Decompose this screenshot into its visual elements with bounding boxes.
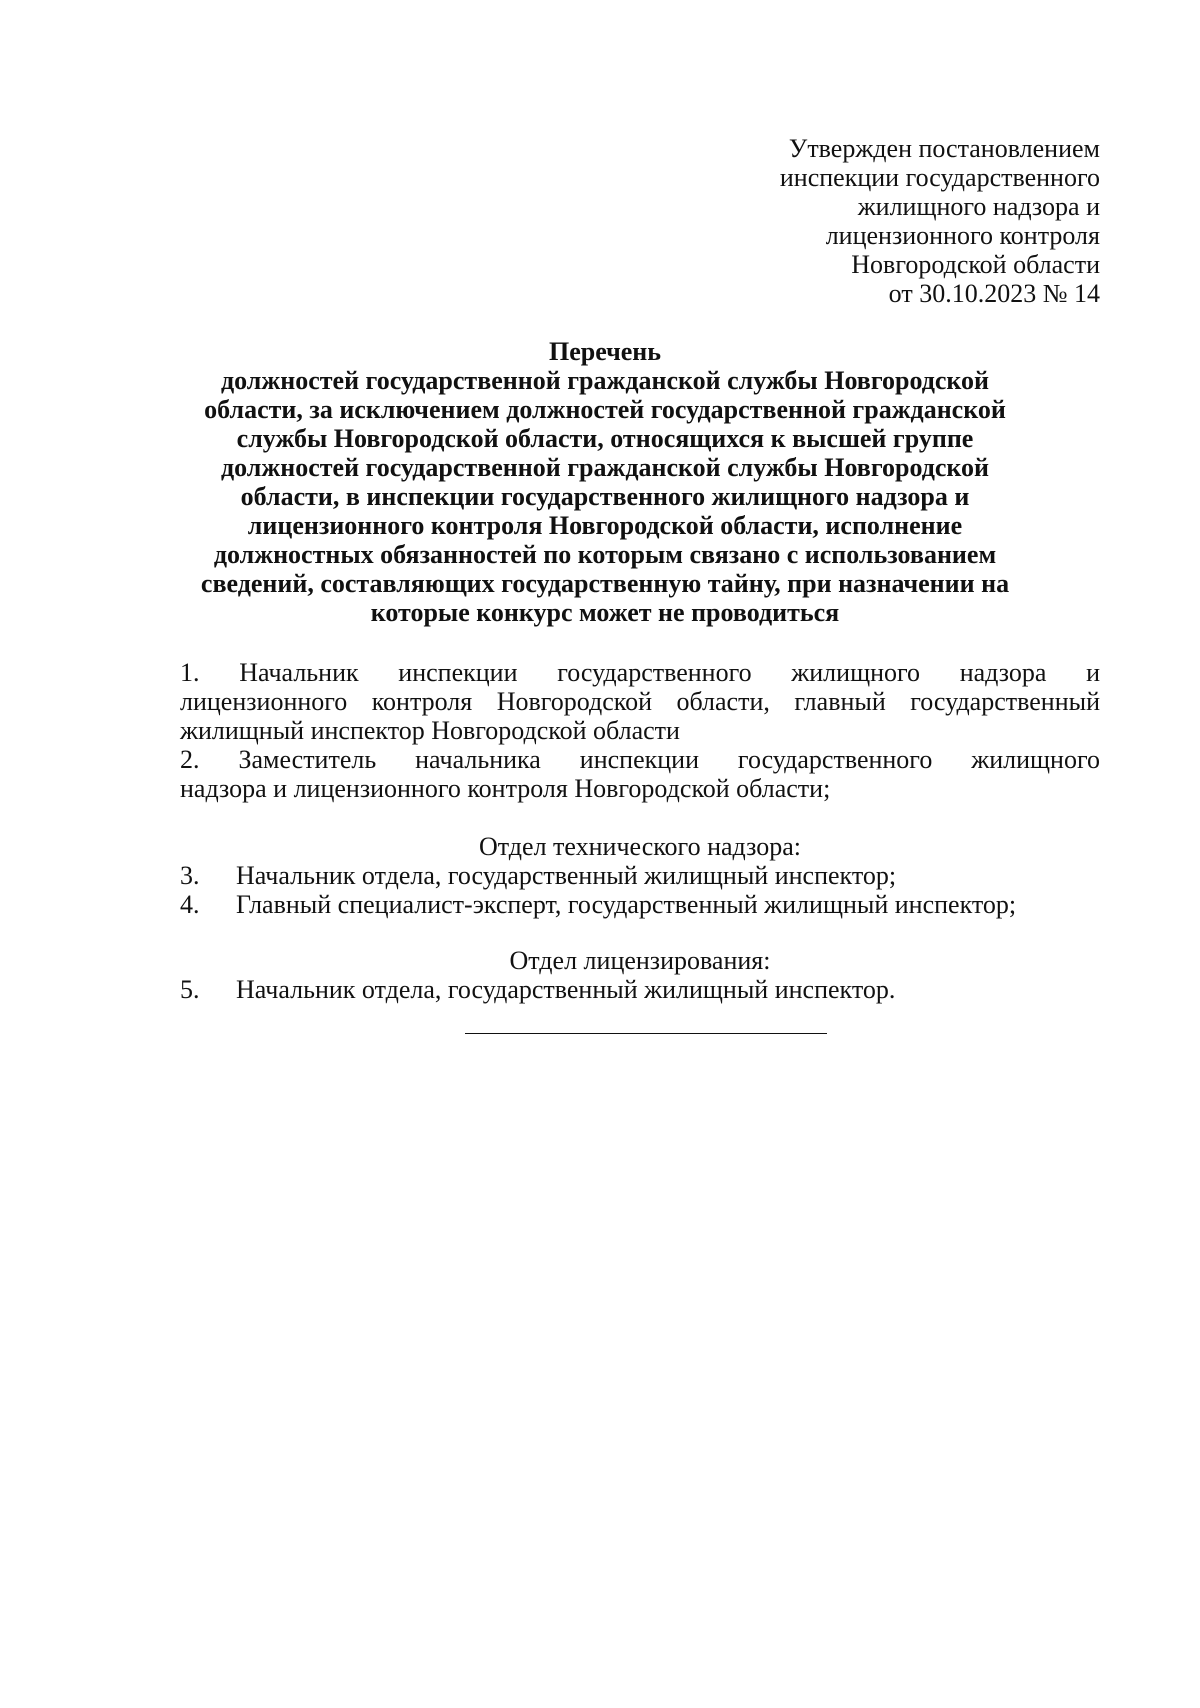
list-item (180, 861, 1100, 890)
heading-line: лицензионного контроля Новгородской области, исполнение (247, 511, 963, 540)
document-heading (180, 337, 1030, 627)
approval-line: Новгородской области (851, 250, 1100, 279)
item-text: Начальник отдела, государственный жилищный инспектор. (236, 975, 896, 1004)
list-item-line: лицензионного контроля Новгородской области, главный государственный (180, 687, 1100, 716)
approval-line: лицензионного контроля (825, 221, 1100, 250)
heading-line: которые конкурс может не проводиться (370, 598, 840, 627)
technical-positions-list (180, 861, 1100, 919)
list-item (180, 890, 1100, 919)
heading-line: области, в инспекции государственного жилищного надзора и (240, 482, 970, 511)
approval-stamp (580, 134, 1100, 308)
list-item (180, 745, 1100, 803)
list-item (180, 975, 1100, 1004)
licensing-positions-list (180, 975, 1100, 1004)
end-divider-line (465, 1033, 827, 1034)
heading-line: службы Новгородской области, относящихся к высшей группе (236, 424, 974, 453)
list-item-line: 1. Начальник инспекции государственного жилищного надзора и (180, 658, 1100, 687)
heading-line: должностных обязанностей по которым связано с использованием (213, 540, 997, 569)
list-item-line: жилищный инспектор Новгородской области (180, 716, 680, 745)
section-title-licensing: Отдел лицензирования: (509, 946, 771, 975)
heading-line: должностей государственной гражданской службы Новгородской (220, 453, 990, 482)
approval-line: Утвержден постановлением (788, 134, 1100, 163)
item-number: 4. (180, 890, 200, 919)
list-item-line: 2. Заместитель начальника инспекции государственного жилищного (180, 745, 1100, 774)
heading-line: области, за исключением должностей государственной гражданской (204, 395, 1006, 424)
heading-line: должностей государственной гражданской службы Новгородской (220, 366, 990, 395)
document-title: Перечень (548, 337, 662, 366)
approval-line: инспекции государственного (779, 163, 1100, 192)
heading-line: сведений, составляющих государственную тайну, при назначении на (200, 569, 1010, 598)
section-title-technical: Отдел технического надзора: (479, 832, 801, 861)
approval-line: жилищного надзора и (857, 192, 1100, 221)
item-text: Начальник отдела, государственный жилищный инспектор; (236, 861, 897, 890)
approval-date-number: от 30.10.2023 № 14 (888, 279, 1100, 308)
list-item (180, 658, 1100, 745)
item-number: 5. (180, 975, 200, 1004)
list-item-line: надзора и лицензионного контроля Новгородской области; (180, 774, 831, 803)
item-text: Главный специалист-эксперт, государственный жилищный инспектор; (236, 890, 1017, 919)
general-positions-list (180, 658, 1100, 803)
item-number: 3. (180, 861, 200, 890)
